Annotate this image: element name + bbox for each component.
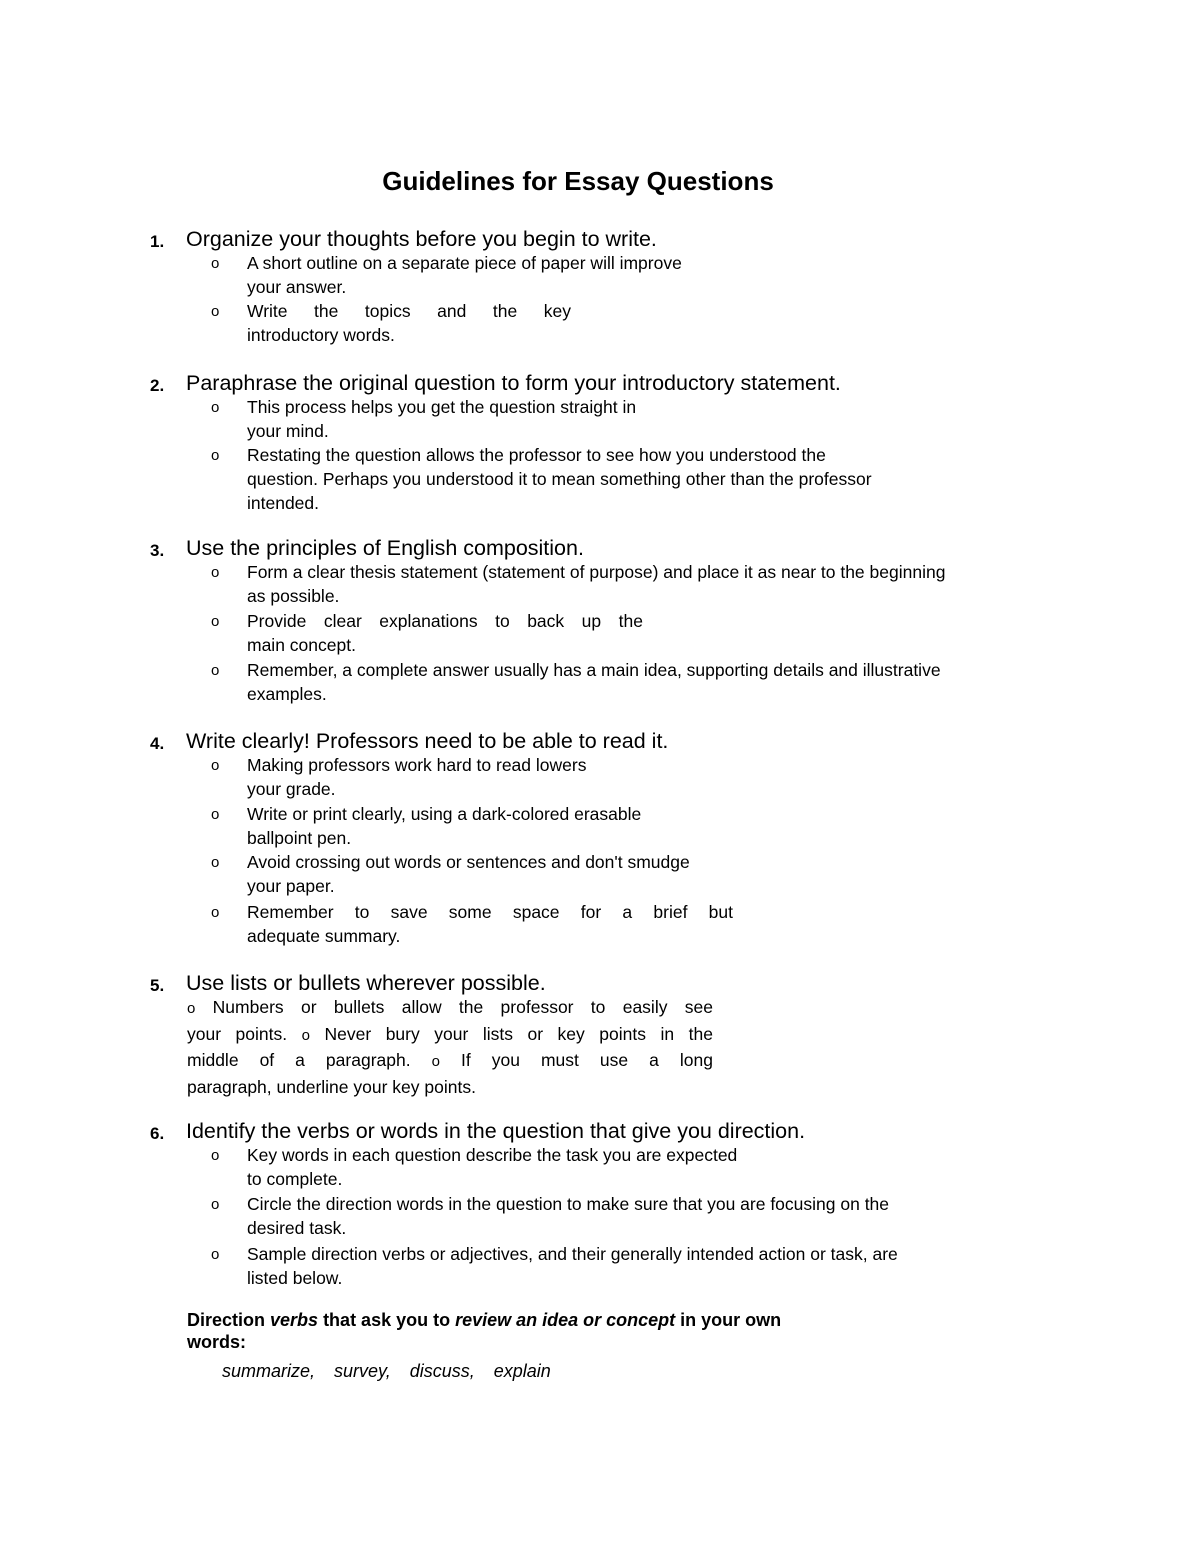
direction-heading-line <box>187 1309 781 1331</box>
bullet-text <box>247 850 690 898</box>
bullet-line: Remember to save some space for a brief but <box>247 902 733 922</box>
bullet-icon: o <box>211 904 220 921</box>
bullet-icon: o <box>211 613 220 630</box>
bullet-text <box>247 900 733 948</box>
bullet-text <box>247 443 872 515</box>
paragraph-text: your points. <box>187 1023 288 1044</box>
direction-heading-line: words: <box>187 1332 247 1352</box>
bullet-line: adequate summary. <box>247 926 401 946</box>
bullet-text <box>247 560 945 608</box>
item-number: 5. <box>150 976 165 995</box>
direction-examples: summarize, survey, discuss, explain <box>222 1361 551 1381</box>
bullet-line: intended. <box>247 493 320 513</box>
bullet-line: This process helps you get the question straight in <box>247 397 637 417</box>
bullet-line: A short outline on a separate piece of paper will improve <box>247 253 682 273</box>
bullet-line: ballpoint pen. <box>247 828 352 848</box>
bullet-line: introductory words. <box>247 325 395 345</box>
direction-text: that ask you to <box>318 1310 456 1330</box>
bullet-icon: o <box>211 1147 220 1164</box>
bullet-line: Write the topics and the key <box>247 301 571 321</box>
bullet-icon: o <box>211 447 220 464</box>
paragraph-line <box>187 1022 713 1049</box>
bullet-text <box>247 609 643 657</box>
bullet-line: Form a clear thesis statement (statement of purpose) and place it as near to the beginning <box>247 562 946 582</box>
bullet-text <box>247 299 571 347</box>
bullet-icon: o <box>211 1196 220 1213</box>
bullet-icon: o <box>211 662 220 679</box>
direction-text: Direction <box>187 1310 271 1330</box>
paragraph-text: paragraph, underline your key points. <box>187 1076 476 1097</box>
bullet-line: Provide clear explanations to back up the <box>247 611 643 631</box>
paragraph-text: Numbers or bullets allow the professor to easily see <box>212 997 713 1017</box>
item-heading: Use lists or bullets wherever possible. <box>186 971 546 995</box>
paragraph-line <box>187 1075 713 1101</box>
item-heading: Organize your thoughts before you begin to write. <box>186 227 657 251</box>
item-heading: Paraphrase the original question to form your introductory statement. <box>186 371 841 395</box>
bullet-line: Sample direction verbs or adjectives, and their generally intended action or task, are <box>247 1244 898 1264</box>
bullet-text <box>247 1143 737 1191</box>
bullet-line: Avoid crossing out words or sentences and don't smudge <box>247 852 690 872</box>
bullet-icon: o <box>211 854 220 871</box>
bullet-icon: o <box>211 1246 220 1263</box>
bullet-icon: o <box>211 399 220 416</box>
direction-heading <box>187 1309 781 1353</box>
bullet-line: desired task. <box>247 1218 347 1238</box>
bullet-text <box>247 1192 889 1240</box>
bullet-line: question. Perhaps you understood it to mean something other than the professor <box>247 469 872 489</box>
bullet-line: your paper. <box>247 876 335 896</box>
bullet-line: main concept. <box>247 635 356 655</box>
bullet-line: Remember, a complete answer usually has a main idea, supporting details and illustrative <box>247 660 941 680</box>
paragraph-line <box>187 995 713 1022</box>
item-heading: Use the principles of English composition. <box>186 536 584 560</box>
bullet-text <box>247 802 641 850</box>
bullet-line: to complete. <box>247 1169 343 1189</box>
paragraph-text: Never bury your lists or key points in the <box>324 1023 713 1044</box>
bullet-icon: o <box>211 255 220 272</box>
bullet-line: as possible. <box>247 586 340 606</box>
bullet-line: listed below. <box>247 1268 343 1288</box>
item-number: 2. <box>150 376 165 395</box>
bullet-icon: o <box>301 1026 310 1044</box>
direction-text-italic: review an idea or concept <box>455 1310 676 1330</box>
bullet-text <box>247 1242 898 1290</box>
bullet-line: Key words in each question describe the task you are expected <box>247 1145 738 1165</box>
direction-text-italic: verbs <box>270 1310 319 1330</box>
item-number: 6. <box>150 1124 165 1143</box>
bullet-icon: o <box>211 806 220 823</box>
bullet-text <box>247 658 941 706</box>
item-number: 1. <box>150 232 165 251</box>
bullet-line: Write or print clearly, using a dark-colored erasable <box>247 804 642 824</box>
bullet-line: examples. <box>247 684 327 704</box>
direction-text: in your own <box>675 1310 782 1330</box>
bullet-text <box>247 753 586 801</box>
paragraph-line <box>187 1048 713 1075</box>
paragraph-text: middle of a paragraph. <box>187 1050 411 1070</box>
bullet-line: your answer. <box>247 277 347 297</box>
item-heading: Identify the verbs or words in the question that give you direction. <box>186 1119 806 1143</box>
bullet-line: your grade. <box>247 779 336 799</box>
bullet-text <box>247 251 682 299</box>
item-paragraph <box>187 995 713 1100</box>
bullet-icon: o <box>211 757 220 774</box>
item-number: 4. <box>150 734 165 753</box>
paragraph-text: If you must use a long <box>461 1050 713 1070</box>
bullet-icon: o <box>211 303 220 320</box>
page-title: Guidelines for Essay Questions <box>382 166 774 196</box>
bullet-line: your mind. <box>247 421 329 441</box>
bullet-icon: o <box>211 564 220 581</box>
bullet-line: Making professors work hard to read lowers <box>247 755 587 775</box>
bullet-icon: o <box>431 1053 440 1070</box>
item-number: 3. <box>150 541 165 560</box>
bullet-line: Restating the question allows the professor to see how you understood the <box>247 445 826 465</box>
item-heading: Write clearly! Professors need to be able to read it. <box>186 729 669 753</box>
bullet-icon: o <box>187 1000 196 1017</box>
bullet-line: Circle the direction words in the question to make sure that you are focusing on the <box>247 1194 890 1214</box>
bullet-text <box>247 395 636 443</box>
